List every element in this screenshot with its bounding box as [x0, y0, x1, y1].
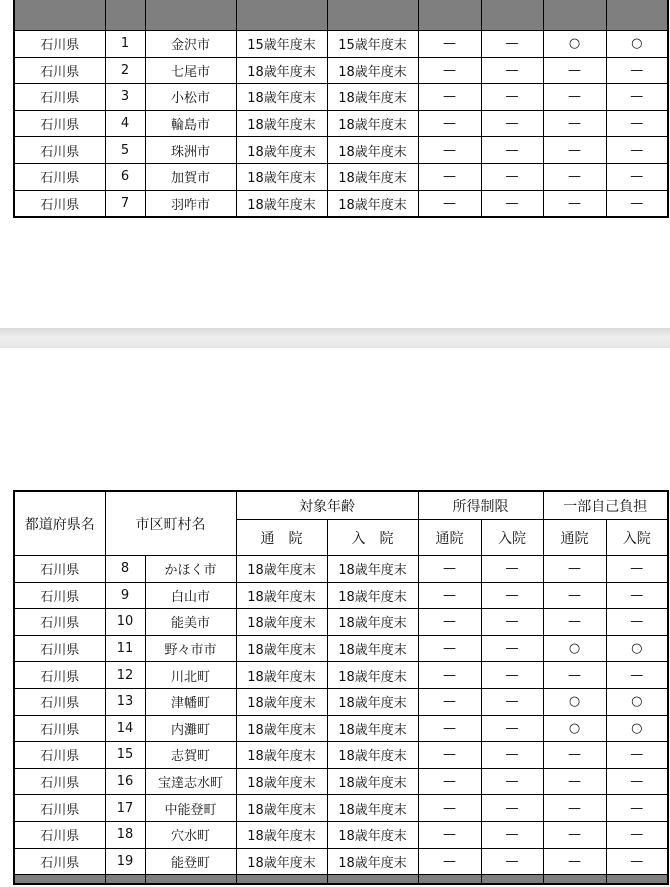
table-row — [14, 742, 668, 769]
municipality-cell: 七尾市 — [145, 57, 236, 84]
copay-inpatient-cell: — — [606, 768, 668, 795]
table-row — [14, 821, 668, 848]
income-inpatient-cell: — — [481, 31, 543, 58]
municipality-cell: 津幡町 — [145, 688, 236, 715]
municipality-cell: 能美市 — [145, 609, 236, 636]
income-outpatient-cell: — — [418, 31, 481, 58]
income-outpatient-cell: — — [418, 163, 481, 190]
age-outpatient-cell: 18歳年度末 — [236, 742, 327, 769]
prefecture-cell: 石川県 — [14, 662, 105, 689]
age-outpatient-cell: 18歳年度末 — [236, 582, 327, 609]
income-inpatient-header: 入院 — [481, 520, 543, 556]
copay-outpatient-cell: — — [543, 662, 606, 689]
shaded-cell — [327, 875, 418, 885]
income-limit-header: 所得制限 — [418, 491, 543, 520]
copay-inpatient-cell: — — [606, 190, 668, 217]
copay-inpatient-cell: — — [606, 848, 668, 875]
shaded-cell — [418, 875, 481, 885]
copay-inpatient-cell: — — [606, 84, 668, 111]
income-inpatient-cell: — — [481, 137, 543, 164]
shaded-cell — [105, 875, 145, 885]
copay-inpatient-cell: — — [606, 137, 668, 164]
table-row — [14, 84, 668, 111]
prefecture-cell: 石川県 — [14, 795, 105, 822]
prefecture-cell: 石川県 — [14, 582, 105, 609]
copay-inpatient-cell: — — [606, 742, 668, 769]
age-outpatient-cell: 18歳年度末 — [236, 795, 327, 822]
shaded-cell — [14, 0, 105, 31]
prefecture-cell: 石川県 — [14, 742, 105, 769]
number-cell: 10 — [105, 609, 145, 636]
municipality-cell: 穴水町 — [145, 821, 236, 848]
income-inpatient-cell: — — [481, 768, 543, 795]
copay-inpatient-cell: — — [606, 163, 668, 190]
shaded-cell — [481, 0, 543, 31]
income-inpatient-cell: — — [481, 556, 543, 583]
number-cell: 17 — [105, 795, 145, 822]
table-row — [14, 163, 668, 190]
prefecture-cell: 石川県 — [14, 821, 105, 848]
municipality-cell: かほく市 — [145, 556, 236, 583]
income-inpatient-cell: — — [481, 190, 543, 217]
income-inpatient-cell: — — [481, 635, 543, 662]
shaded-cell — [606, 875, 668, 885]
copay-outpatient-header: 通院 — [543, 520, 606, 556]
municipality-cell: 珠洲市 — [145, 137, 236, 164]
document-page-1 — [0, 0, 670, 328]
copay-outpatient-cell: ○ — [543, 715, 606, 742]
municipality-cell: 野々市市 — [145, 635, 236, 662]
shaded-cell — [418, 0, 481, 31]
income-inpatient-cell: — — [481, 715, 543, 742]
table-row — [14, 688, 668, 715]
age-inpatient-cell: 18歳年度末 — [327, 742, 418, 769]
table-1-body — [14, 0, 668, 217]
shaded-cell — [606, 0, 668, 31]
shaded-cell — [481, 875, 543, 885]
municipality-cell: 金沢市 — [145, 31, 236, 58]
copay-outpatient-cell: ○ — [543, 31, 606, 58]
income-outpatient-cell: — — [418, 635, 481, 662]
copay-inpatient-cell: — — [606, 582, 668, 609]
age-inpatient-cell: 18歳年度末 — [327, 190, 418, 217]
copay-outpatient-cell: ○ — [543, 688, 606, 715]
municipality-column-header: 市区町村名 — [105, 491, 236, 556]
table-row — [14, 635, 668, 662]
municipality-cell: 加賀市 — [145, 163, 236, 190]
number-cell: 16 — [105, 768, 145, 795]
prefecture-cell: 石川県 — [14, 31, 105, 58]
copay-inpatient-cell: — — [606, 795, 668, 822]
shaded-cell — [14, 875, 105, 885]
income-inpatient-cell: — — [481, 688, 543, 715]
number-cell: 3 — [105, 84, 145, 111]
municipality-cell: 小松市 — [145, 84, 236, 111]
copay-inpatient-cell: — — [606, 556, 668, 583]
income-outpatient-cell: — — [418, 742, 481, 769]
age-outpatient-cell: 18歳年度末 — [236, 556, 327, 583]
number-cell: 6 — [105, 163, 145, 190]
shaded-cell — [327, 0, 418, 31]
age-inpatient-cell: 18歳年度末 — [327, 84, 418, 111]
number-cell: 15 — [105, 742, 145, 769]
income-outpatient-header: 通院 — [418, 520, 481, 556]
income-inpatient-cell: — — [481, 163, 543, 190]
table-row — [14, 57, 668, 84]
copay-header: 一部自己負担 — [543, 491, 668, 520]
age-inpatient-cell: 18歳年度末 — [327, 137, 418, 164]
prefecture-cell: 石川県 — [14, 768, 105, 795]
municipality-cell: 能登町 — [145, 848, 236, 875]
age-outpatient-cell: 18歳年度末 — [236, 662, 327, 689]
number-cell: 8 — [105, 556, 145, 583]
table-row — [14, 768, 668, 795]
table-row — [14, 662, 668, 689]
prefecture-column-header: 都道府県名 — [14, 491, 105, 556]
income-outpatient-cell: — — [418, 848, 481, 875]
copay-outpatient-cell: — — [543, 582, 606, 609]
income-outpatient-cell: — — [418, 190, 481, 217]
copay-inpatient-cell: — — [606, 609, 668, 636]
copay-inpatient-cell: ○ — [606, 688, 668, 715]
copay-outpatient-cell: — — [543, 848, 606, 875]
income-inpatient-cell: — — [481, 848, 543, 875]
income-outpatient-cell: — — [418, 57, 481, 84]
copay-outpatient-cell: — — [543, 190, 606, 217]
age-outpatient-cell: 15歳年度末 — [236, 31, 327, 58]
income-outpatient-cell: — — [418, 137, 481, 164]
number-cell: 7 — [105, 190, 145, 217]
age-inpatient-cell: 18歳年度末 — [327, 163, 418, 190]
number-cell: 18 — [105, 821, 145, 848]
income-outpatient-cell: — — [418, 768, 481, 795]
income-outpatient-cell: — — [418, 795, 481, 822]
number-cell: 11 — [105, 635, 145, 662]
copay-outpatient-cell: — — [543, 821, 606, 848]
shaded-cell — [145, 0, 236, 31]
income-outpatient-cell: — — [418, 662, 481, 689]
copay-outpatient-cell: ○ — [543, 635, 606, 662]
number-cell: 19 — [105, 848, 145, 875]
age-outpatient-cell: 18歳年度末 — [236, 163, 327, 190]
number-cell: 5 — [105, 137, 145, 164]
municipality-cell: 白山市 — [145, 582, 236, 609]
table-header-shaded-row — [14, 0, 668, 31]
copay-inpatient-cell: — — [606, 821, 668, 848]
table-row — [14, 110, 668, 137]
copay-outpatient-cell: — — [543, 163, 606, 190]
copay-inpatient-cell: ○ — [606, 635, 668, 662]
number-cell: 4 — [105, 110, 145, 137]
age-outpatient-cell: 18歳年度末 — [236, 137, 327, 164]
table-continuation-shaded-row — [14, 875, 668, 885]
income-inpatient-cell: — — [481, 795, 543, 822]
copay-inpatient-header: 入院 — [606, 520, 668, 556]
age-inpatient-cell: 15歳年度末 — [327, 31, 418, 58]
age-inpatient-cell: 18歳年度末 — [327, 635, 418, 662]
prefecture-cell: 石川県 — [14, 163, 105, 190]
prefecture-cell: 石川県 — [14, 190, 105, 217]
income-inpatient-cell: — — [481, 609, 543, 636]
prefecture-cell: 石川県 — [14, 57, 105, 84]
copay-outpatient-cell: — — [543, 137, 606, 164]
prefecture-cell: 石川県 — [14, 84, 105, 111]
income-outpatient-cell: — — [418, 556, 481, 583]
age-inpatient-cell: 18歳年度末 — [327, 768, 418, 795]
income-inpatient-cell: — — [481, 821, 543, 848]
age-outpatient-cell: 18歳年度末 — [236, 688, 327, 715]
prefecture-cell: 石川県 — [14, 688, 105, 715]
income-outpatient-cell: — — [418, 609, 481, 636]
table-row — [14, 609, 668, 636]
table-row — [14, 190, 668, 217]
age-outpatient-cell: 18歳年度末 — [236, 821, 327, 848]
copay-outpatient-cell: — — [543, 795, 606, 822]
copay-inpatient-cell: — — [606, 662, 668, 689]
target-age-header: 対象年齢 — [236, 491, 418, 520]
municipality-cell: 輪島市 — [145, 110, 236, 137]
copay-outpatient-cell: — — [543, 742, 606, 769]
copay-outpatient-cell: — — [543, 110, 606, 137]
subsidy-table-2 — [13, 490, 669, 885]
income-outpatient-cell: — — [418, 84, 481, 111]
shaded-cell — [236, 875, 327, 885]
municipality-cell: 志賀町 — [145, 742, 236, 769]
table-row — [14, 848, 668, 875]
age-outpatient-cell: 18歳年度末 — [236, 635, 327, 662]
shaded-cell — [236, 0, 327, 31]
age-inpatient-cell: 18歳年度末 — [327, 848, 418, 875]
age-inpatient-cell: 18歳年度末 — [327, 556, 418, 583]
table-row — [14, 715, 668, 742]
income-outpatient-cell: — — [418, 582, 481, 609]
income-inpatient-cell: — — [481, 84, 543, 111]
age-inpatient-cell: 18歳年度末 — [327, 688, 418, 715]
age-inpatient-cell: 18歳年度末 — [327, 57, 418, 84]
table-row — [14, 795, 668, 822]
copay-outpatient-cell: — — [543, 609, 606, 636]
subsidy-table-1 — [13, 0, 669, 218]
copay-outpatient-cell: — — [543, 768, 606, 795]
prefecture-cell: 石川県 — [14, 635, 105, 662]
table-row — [14, 556, 668, 583]
income-outpatient-cell: — — [418, 110, 481, 137]
income-inpatient-cell: — — [481, 582, 543, 609]
shaded-cell — [145, 875, 236, 885]
municipality-cell: 川北町 — [145, 662, 236, 689]
age-outpatient-header: 通 院 — [236, 520, 327, 556]
prefecture-cell: 石川県 — [14, 556, 105, 583]
age-inpatient-cell: 18歳年度末 — [327, 110, 418, 137]
age-outpatient-cell: 18歳年度末 — [236, 848, 327, 875]
number-cell: 9 — [105, 582, 145, 609]
income-inpatient-cell: — — [481, 662, 543, 689]
number-cell: 12 — [105, 662, 145, 689]
number-cell: 2 — [105, 57, 145, 84]
copay-inpatient-cell: — — [606, 57, 668, 84]
table-row — [14, 31, 668, 58]
prefecture-cell: 石川県 — [14, 715, 105, 742]
age-inpatient-cell: 18歳年度末 — [327, 609, 418, 636]
age-outpatient-cell: 18歳年度末 — [236, 715, 327, 742]
prefecture-cell: 石川県 — [14, 137, 105, 164]
age-inpatient-cell: 18歳年度末 — [327, 795, 418, 822]
municipality-cell: 内灘町 — [145, 715, 236, 742]
municipality-cell: 宝達志水町 — [145, 768, 236, 795]
copay-outpatient-cell: — — [543, 556, 606, 583]
shaded-cell — [543, 875, 606, 885]
age-inpatient-cell: 18歳年度末 — [327, 715, 418, 742]
shaded-cell — [105, 0, 145, 31]
age-outpatient-cell: 18歳年度末 — [236, 609, 327, 636]
income-inpatient-cell: — — [481, 57, 543, 84]
income-outpatient-cell: — — [418, 821, 481, 848]
age-outpatient-cell: 18歳年度末 — [236, 768, 327, 795]
number-cell: 14 — [105, 715, 145, 742]
page-separator — [0, 328, 670, 348]
income-outpatient-cell: — — [418, 688, 481, 715]
income-inpatient-cell: — — [481, 742, 543, 769]
age-inpatient-cell: 18歳年度末 — [327, 582, 418, 609]
header-row-1 — [14, 491, 668, 520]
copay-outpatient-cell: — — [543, 57, 606, 84]
number-cell: 13 — [105, 688, 145, 715]
age-outpatient-cell: 18歳年度末 — [236, 110, 327, 137]
table-row — [14, 582, 668, 609]
shaded-cell — [543, 0, 606, 31]
copay-inpatient-cell: ○ — [606, 31, 668, 58]
prefecture-cell: 石川県 — [14, 848, 105, 875]
copay-inpatient-cell: ○ — [606, 715, 668, 742]
table-row — [14, 137, 668, 164]
age-inpatient-cell: 18歳年度末 — [327, 662, 418, 689]
age-outpatient-cell: 18歳年度末 — [236, 57, 327, 84]
copay-inpatient-cell: — — [606, 110, 668, 137]
number-cell: 1 — [105, 31, 145, 58]
municipality-cell: 羽咋市 — [145, 190, 236, 217]
table-2-body — [14, 491, 668, 884]
municipality-cell: 中能登町 — [145, 795, 236, 822]
income-outpatient-cell: — — [418, 715, 481, 742]
copay-outpatient-cell: — — [543, 84, 606, 111]
age-outpatient-cell: 18歳年度末 — [236, 84, 327, 111]
age-outpatient-cell: 18歳年度末 — [236, 190, 327, 217]
prefecture-cell: 石川県 — [14, 609, 105, 636]
age-inpatient-cell: 18歳年度末 — [327, 821, 418, 848]
age-inpatient-header: 入 院 — [327, 520, 418, 556]
prefecture-cell: 石川県 — [14, 110, 105, 137]
income-inpatient-cell: — — [481, 110, 543, 137]
document-page-2 — [0, 348, 670, 887]
